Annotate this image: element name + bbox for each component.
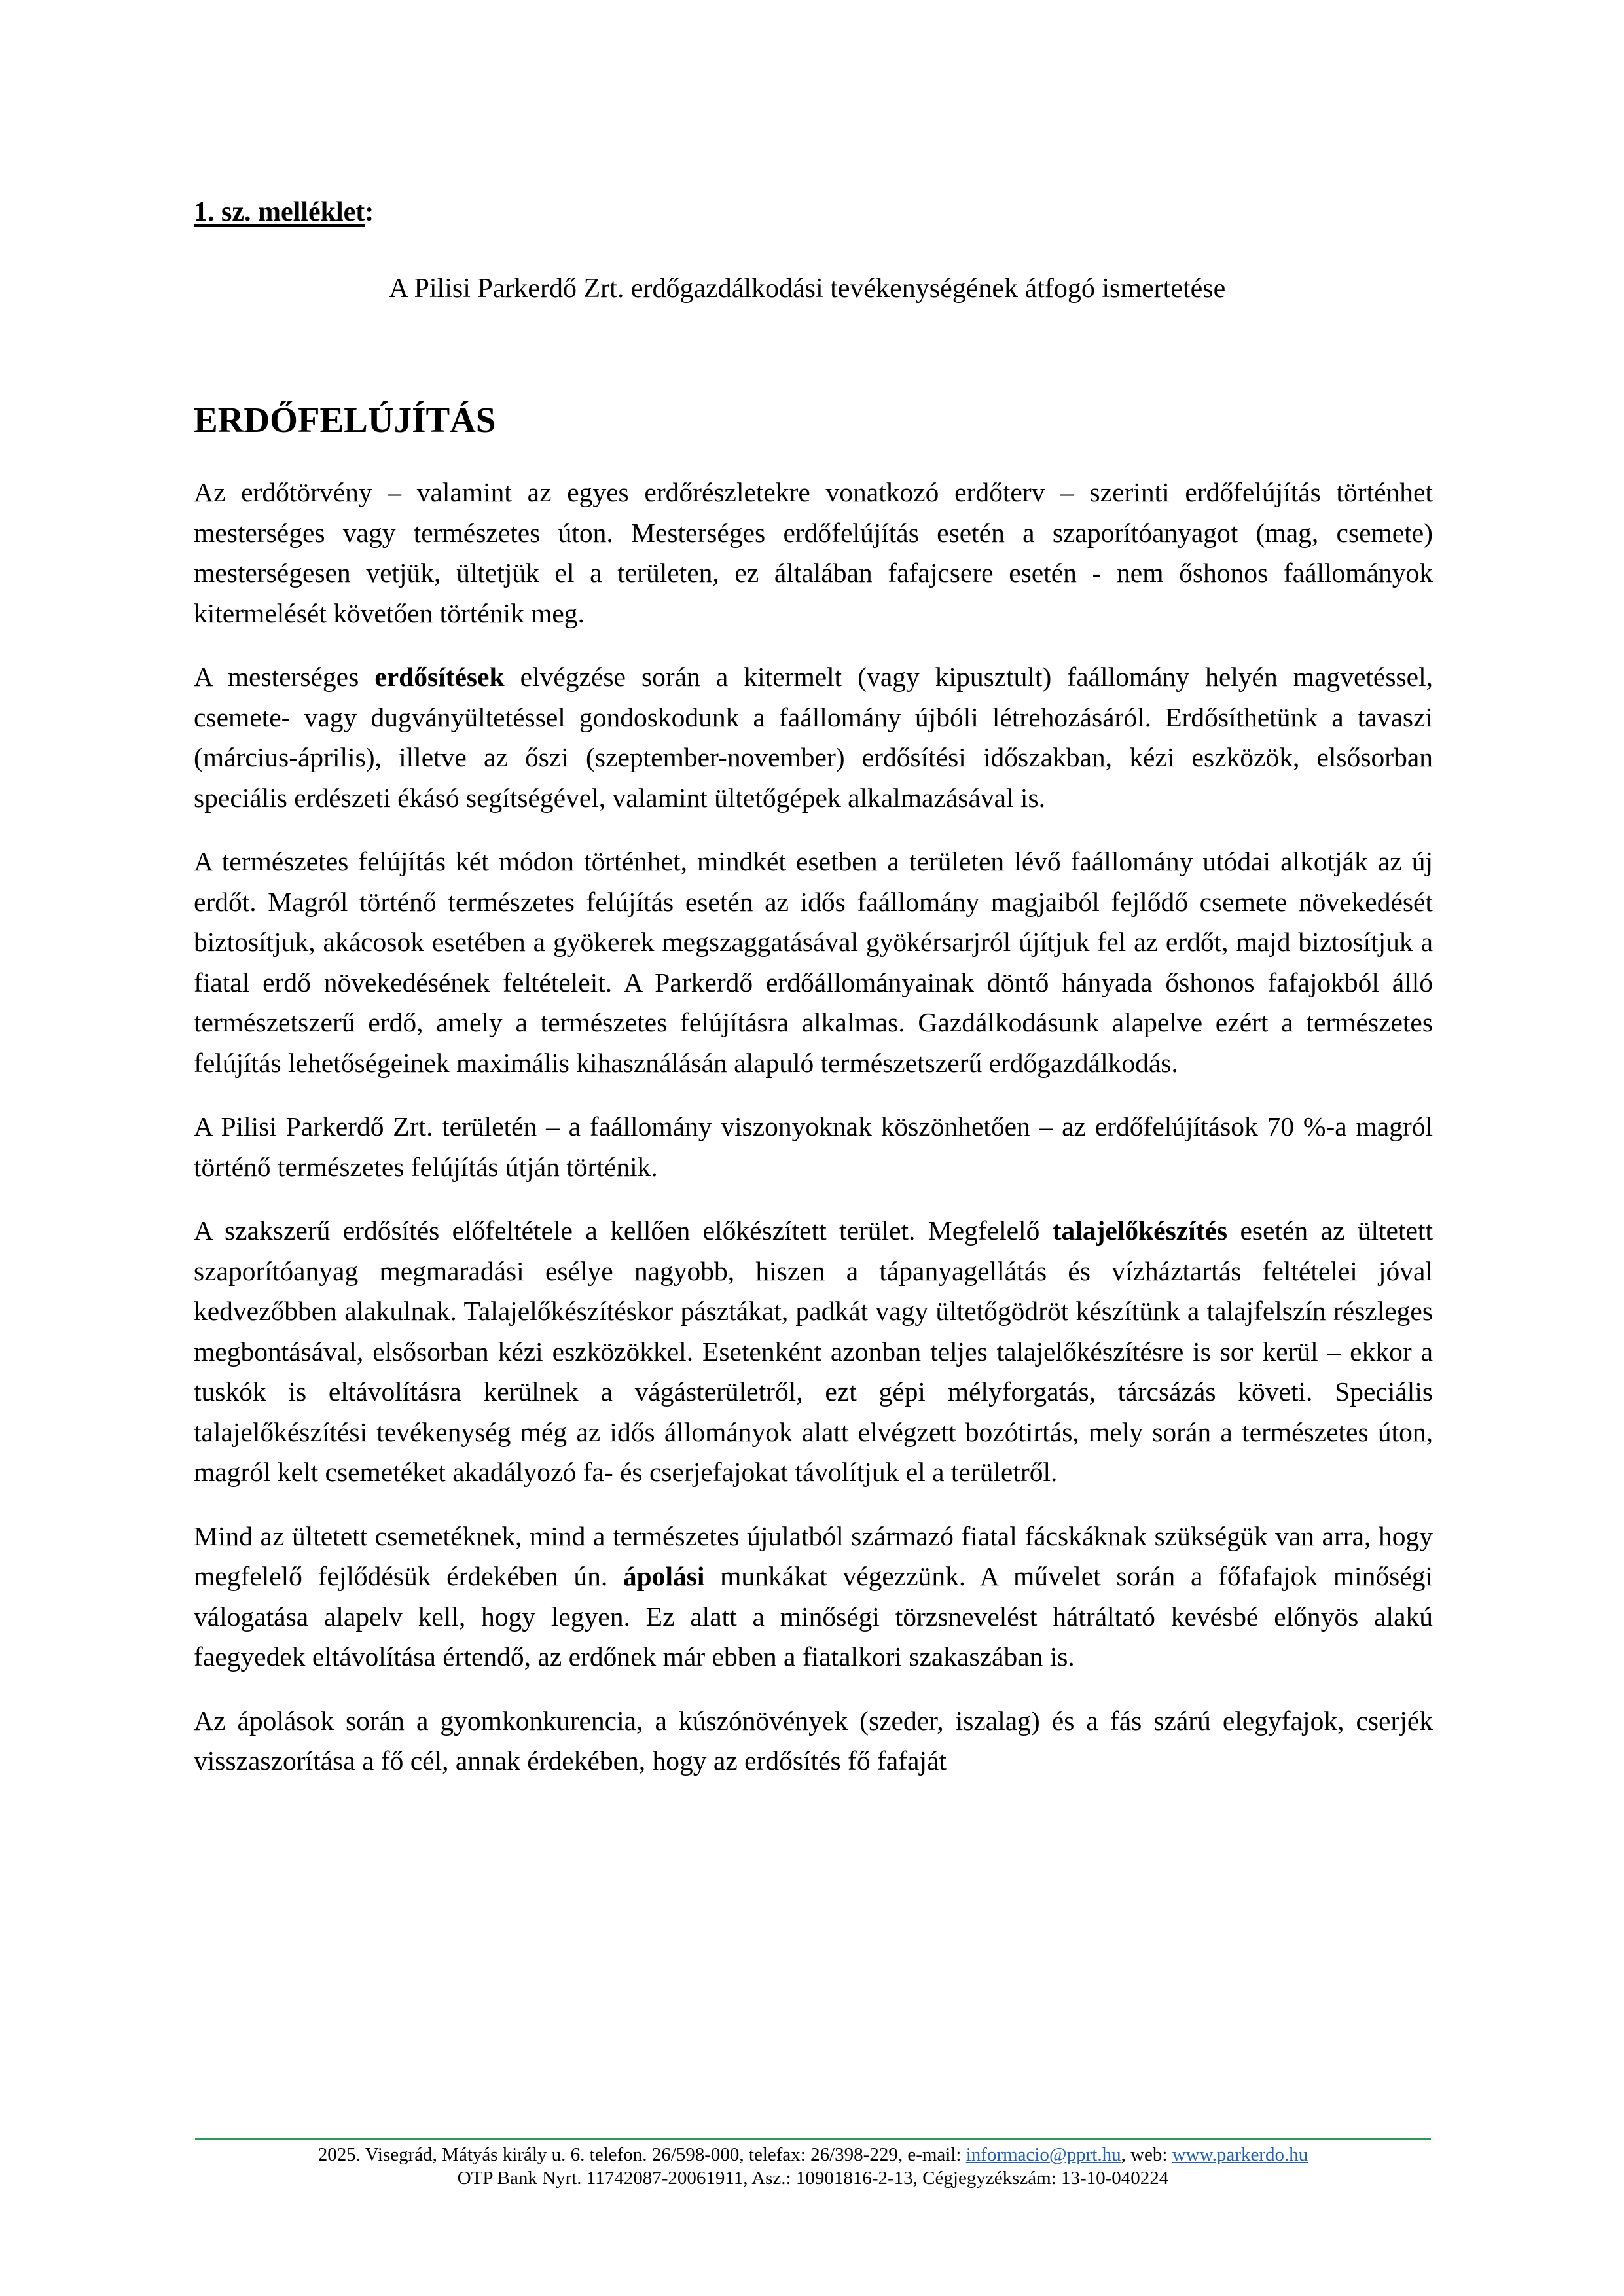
page-footer [195, 2138, 1431, 2190]
paragraph-2 [194, 657, 1433, 818]
paragraph-6-rest: munkákat végezzünk. A művelet során a főfafajok minőségi válogatása alapelv kell, hogy legyen. Ez alatt a minőségi törzsnevelést hátráltató kevésbé előnyös alakú faegyedek eltávolítása értendő, az erdőnek már ebben a fiatalkori szakaszában is. [194, 1561, 1433, 1672]
annex-heading [194, 195, 374, 229]
paragraph-4: A Pilisi Parkerdő Zrt. területén – a faállomány viszonyoknak köszönhetően – az erdőfelújítások 70 %-a magról történő természetes felújítás útján történik. [194, 1111, 1433, 1182]
paragraph-3: A természetes felújítás két módon történhet, mindkét esetben a területen lévő faállomány utódai alkotják az új erdőt. Magról történő természetes felújítás esetén az idős faállomány magjaiból fejlődő csemete növekedését biztosítjuk, akácosok esetében a gyökerek megszaggatásával gyökérsarjról újítjuk fel az erdőt, majd biztosítjuk a fiatal erdő növekedésének feltételeit. A Parkerdő erdőállományainak döntő hányada őshonos fafajokból álló természetszerű erdő, amely a természetes felújításra alkalmas. Gazdálkodásunk alapelve ezért a természetes felújítás lehetőségeinek maximális kihasználásán alapuló természetszerű erdőgazdálkodás. [194, 846, 1433, 1078]
footer-divider [195, 2138, 1431, 2140]
footer-email-link[interactable]: informacio@pprt.hu [965, 2144, 1121, 2165]
paragraph-6 [194, 1516, 1433, 1677]
paragraph-2-rest: elvégzése során a kitermelt (vagy kipusztult) faállomány helyén magvetéssel, csemete- vagy dugványültetéssel gondoskodunk a faállomány újbóli létrehozásáról. Erdősíthetünk a tavaszi (március-április), illetve az őszi (szeptember-november) erdősítési időszakban, kézi eszközök, elsősorban speciális erdészeti ékásó segítségével, valamint ültetőgépek alkalmazásával is. [194, 662, 1433, 813]
annex-label: 1. sz. melléklet [194, 197, 365, 227]
document-subtitle: A Pilisi Parkerdő Zrt. erdőgazdálkodási tevékenységének átfogó ismertetése [389, 274, 1226, 304]
paragraph-5-rest: esetén az ültetett szaporítóanyag megmaradási esélye nagyobb, hiszen a tápanyagellátás és vízháztartás feltételei jóval kedvezőbben alakulnak. Talajelőkészítéskor pásztákat, padkát vagy ültetőgödröt készítünk a talajfelszín részleges megbontásával, elsősorban kézi eszközökkel. Esetenként azonban teljes talajelőkészítésre is sor kerül – ekkor a tuskók is eltávolításra kerülnek a vágásterületről, ezt gépi mélyforgatás, tárcsázás követi. Speciális talajelőkészítési tevékenység még az idős állományok alatt elvégzett bozótirtás, mely során a természetes úton, magról kelt csemetéket akadályozó fa- és cserjefajokat távolítjuk el a területről. [194, 1215, 1433, 1487]
footer-web-label: , web: [1121, 2144, 1172, 2165]
section-title: ERDŐFELÚJÍTÁS [194, 400, 496, 440]
paragraph-2-lead: A mesterséges [194, 662, 375, 692]
paragraph-5-lead: A szakszerű erdősítés előfeltétele a kellően előkészített terület. Megfelelő [194, 1215, 1053, 1246]
body-text [194, 473, 1433, 1805]
paragraph-1: Az erdőtörvény – valamint az egyes erdőrészletekre vonatkozó erdőterv – szerinti erdőfelújítás történhet mesterséges vagy természetes úton. Mesterséges erdőfelújítás esetén a szaporítóanyagot (mag, csemete) mesterségesen vetjük, ültetjük el a területen, ez általában fafajcsere esetén - nem őshonos faállományok kitermelését követően történik meg. [194, 477, 1433, 628]
footer-web-link[interactable]: www.parkerdo.hu [1172, 2144, 1308, 2165]
paragraph-2-keyword: erdősítések [374, 662, 505, 692]
paragraph-5 [194, 1211, 1433, 1493]
paragraph-6-lead: Mind az ültetett csemetéknek, mind a természetes újulatból származó fiatal fácskáknak szükségük van arra, hogy megfelelő fejlődésük érdekében ún. [194, 1520, 1433, 1591]
paragraph-6-keyword: ápolási [623, 1561, 705, 1591]
footer-bank-line: OTP Bank Nyrt. 11742087-20061911, Asz.: 10901816-2-13, Cégjegyzékszám: 13-10-040224 [457, 2168, 1169, 2189]
paragraph-7: Az ápolások során a gyomkonkurencia, a kúszónövények (szeder, iszalag) és a fás szárú elegyfajok, cserjék visszaszorítása a fő cél, annak érdekében, hogy az erdősítés fő fafaját [194, 1705, 1433, 1776]
paragraph-5-keyword: talajelőkészítés [1052, 1215, 1228, 1246]
annex-colon: : [365, 197, 374, 227]
footer-address: 2025. Visegrád, Mátyás király u. 6. telefon. 26/598-000, telefax: 26/398-229, e-mail: [317, 2144, 966, 2165]
footer-contact-line [195, 2143, 1431, 2166]
